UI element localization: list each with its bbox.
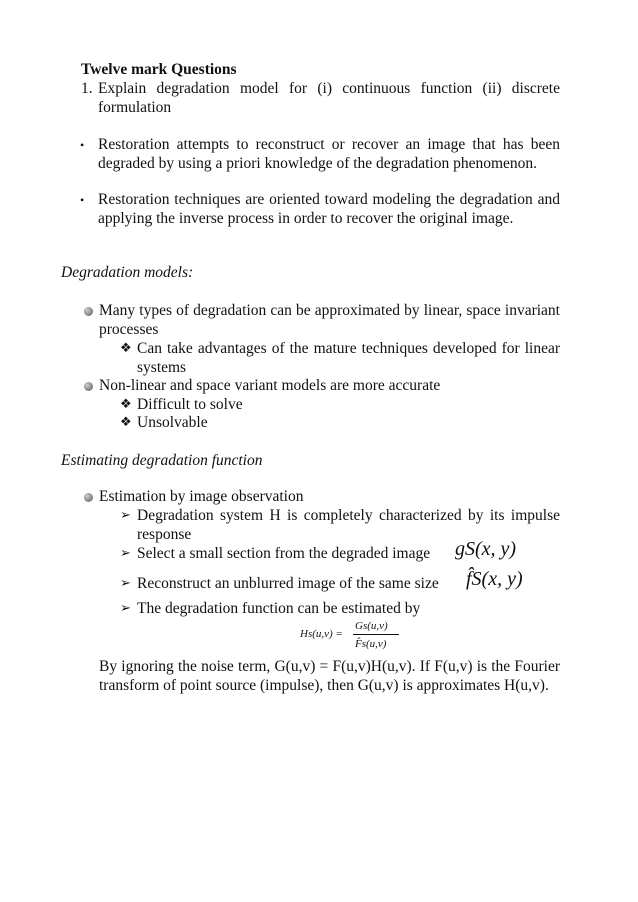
closing-paragraph: By ignoring the noise term, G(u,v) = F(u,v)H(u,v). If F(u,v) is the Fourier transform of point source (impulse), then G(u,v) is approximates H(u,v). xyxy=(99,658,560,694)
round-bullet-icon xyxy=(84,307,93,316)
section1-item-2: Non-linear and space variant models are more accurate xyxy=(99,377,441,394)
section-title-estimating: Estimating degradation function xyxy=(61,452,263,469)
round-bullet-icon xyxy=(84,493,93,502)
fraction-bar xyxy=(353,634,399,635)
diamond-bullet-icon: ❖ xyxy=(120,397,132,412)
section-title-degradation-models: Degradation models: xyxy=(61,264,194,281)
diamond-bullet-icon: ❖ xyxy=(120,415,132,430)
section1-item-2-sub-1: Difficult to solve xyxy=(137,396,243,413)
math-gs: gS(x, y) xyxy=(455,538,517,560)
section2-item: Estimation by image observation xyxy=(99,488,304,505)
section2-arrow-3: Reconstruct an unblurred image of the same size xyxy=(137,575,439,592)
section1-item-1: Many types of degradation can be approximated by linear, space invariant processes xyxy=(99,302,560,338)
arrow-bullet-icon: ➢ xyxy=(120,508,131,523)
section1-item-1-sub: Can take advantages of the mature techniques developed for linear systems xyxy=(137,340,560,376)
section2-arrow-4: The degradation function can be estimated by xyxy=(137,600,421,617)
small-bullet-icon: • xyxy=(80,138,85,152)
formula-denominator: F̂s(u,v) xyxy=(355,638,387,650)
intro-bullet-2: Restoration techniques are oriented toward modeling the degradation and applying the inverse process in order to recover the original image. xyxy=(98,191,560,227)
page-heading: Twelve mark Questions xyxy=(81,61,237,78)
round-bullet-icon xyxy=(84,382,93,391)
section1-item-2-sub-2: Unsolvable xyxy=(137,414,208,431)
formula-lhs: Hs(u,v) = xyxy=(300,628,343,640)
formula-numerator: Gs(u,v) xyxy=(355,620,388,632)
math-fs: f̂S(x, y) xyxy=(466,568,523,590)
intro-bullet-1: Restoration attempts to reconstruct or recover an image that has been degraded by using a priori knowledge of the degradation phenomenon. xyxy=(98,136,560,172)
small-bullet-icon: • xyxy=(80,193,85,207)
arrow-bullet-icon: ➢ xyxy=(120,576,131,591)
diamond-bullet-icon: ❖ xyxy=(120,341,132,356)
arrow-bullet-icon: ➢ xyxy=(120,546,131,561)
question-number: 1. xyxy=(81,80,93,97)
arrow-bullet-icon: ➢ xyxy=(120,601,131,616)
section2-arrow-1: Degradation system H is completely characterized by its impulse response xyxy=(137,507,560,543)
question-text: Explain degradation model for (i) continuous function (ii) discrete formulation xyxy=(98,80,560,116)
section2-arrow-2: Select a small section from the degraded image xyxy=(137,545,431,562)
